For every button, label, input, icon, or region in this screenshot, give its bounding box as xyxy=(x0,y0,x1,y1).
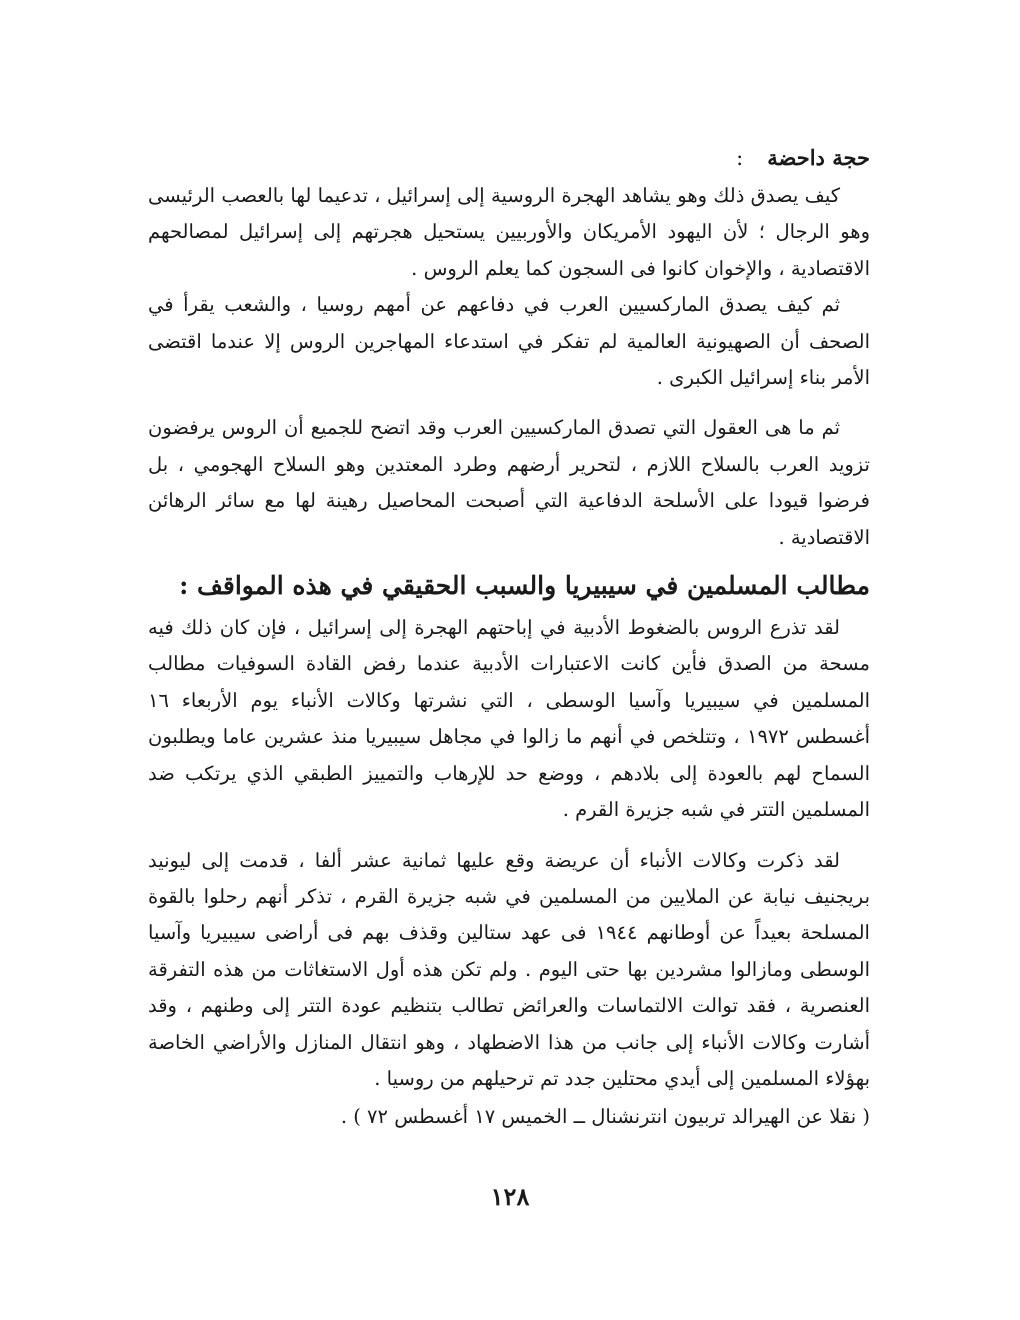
page-body xyxy=(148,140,870,1135)
paragraph-2: ثم كيف يصدق الماركسيين العرب في دفاعهم عن أمهم روسيا ، والشعب يقرأ في الصحف أن الصهيونية العالمية لم تفكر في استدعاء المهاجرين الروس إلا عندما اقتضى الأمر بناء إسرائيل الكبرى . xyxy=(148,293,870,390)
section-heading-text: حجة داحضة xyxy=(767,145,870,170)
section-heading-refuting-argument xyxy=(148,140,870,176)
paragraph-4: لقد تذرع الروس بالضغوط الأدبية في إباحتهم الهجرة إلى إسرائيل ، فإن كان ذلك فيه مسحة من الصدق فأين كانت الاعتبارات الأدبية عندما رفض القادة السوفيات مطالب المسلمين في سيبيريا وآسيا الوسطى ، التي نشرتها وكالات الأنباء يوم الأربعاء ١٦ أغسطس ١٩٧٢ ، وتتلخص في أنهم ما زالوا في مجاهل سيبيريا منذ عشرين عاما ويطلبون السماح لهم بالعودة إلى بلادهم ، ووضع حد للإرهاب والتمييز الطبقي الذي يرتكب ضد المسلمين التتر في شبه جزيرة القرم . xyxy=(148,616,870,822)
section-heading-siberia-muslims: مطالب المسلمين في سيبيريا والسبب الحقيقي في هذه المواقف : xyxy=(179,571,870,601)
paragraph-5: لقد ذكرت وكالات الأنباء أن عريضة وقع عليها ثمانية عشر ألفا ، قدمت إلى ليونيد بريجنيف نيابة عن الملايين من المسلمين في شبه جزيرة القرم ، تذكر أنهم رحلوا بالقوة المسلحة بعيداً عن أوطانهم ١٩٤٤ فى عهد ستالين وقذف بهم فى أراضى سيبيريا وآسيا الوسطى ومازالوا مشردين بها حتى اليوم . ولم تكن هذه أول الاستغاثات من هذه التفرقة العنصرية ، فقد توالت الالتماسات والعرائض تطالب بتنظيم عودة التتر إلى وطنهم ، وقد أشارت وكالات الأنباء إلى جانب من هذا الاضطهاد ، وهو انتقال المنازل والأراضي الخاصة بهؤلاء المسلمين إلى أيدي محتلين جدد تم ترحيلهم من روسيا . xyxy=(148,848,870,1090)
paragraph-3: ثم ما هى العقول التي تصدق الماركسيين العرب وقد اتضح للجميع أن الروس يرفضون تزويد العرب بالسلاح اللازم ، لتحرير أرضهم وطرد المعتدين وهو السلاح الهجومي ، بل فرضوا قيودا على الأسلحة الدفاعية التي أصبحت المحاصيل رهينة لها مع سائر الرهائن الاقتصادية . xyxy=(148,416,870,549)
paragraph-1: كيف يصدق ذلك وهو يشاهد الهجرة الروسية إلى إسرائيل ، تدعيما لها بالعصب الرئيسى وهو الرجال ؛ لأن اليهود الأمريكان والأوربيين يستحيل هجرتهم إلى إسرائيل لمصالحهم الاقتصادية ، والإخوان كانوا فى السجون كما يعلم الروس . xyxy=(148,184,870,280)
source-citation: ( نقلا عن الهيرالد تربيون انترنشنال ــ الخميس ١٧ أغسطس ٧٢ ) . xyxy=(340,1105,870,1129)
page-number: ١٢٨ xyxy=(490,1182,530,1211)
section-heading-colon: : xyxy=(736,146,744,170)
